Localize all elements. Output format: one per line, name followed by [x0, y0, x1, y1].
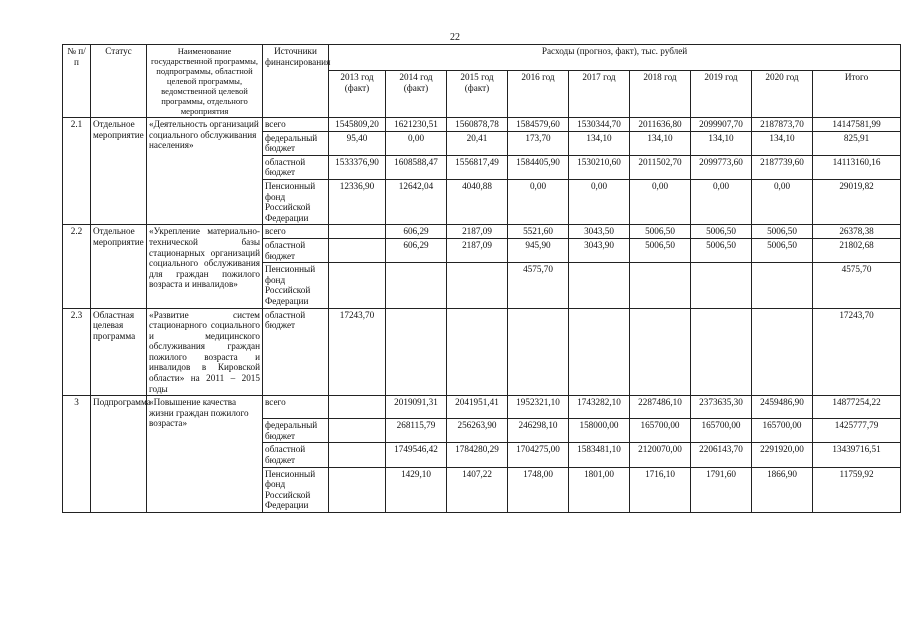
value-cell: 134,10 — [691, 131, 752, 155]
value-cell: 606,29 — [386, 225, 447, 239]
row-source: областной бюджет — [263, 443, 329, 467]
value-cell: 2373635,30 — [691, 396, 752, 419]
total-cell: 4575,70 — [813, 263, 901, 308]
value-cell: 12336,90 — [329, 179, 386, 224]
value-cell: 2187,09 — [447, 225, 508, 239]
value-cell: 134,10 — [630, 131, 691, 155]
value-cell: 1545809,20 — [329, 118, 386, 132]
total-cell: 14113160,16 — [813, 155, 901, 179]
row-source: федеральный бюджет — [263, 131, 329, 155]
value-cell: 134,10 — [752, 131, 813, 155]
value-cell — [386, 263, 447, 308]
value-cell: 2206143,70 — [691, 443, 752, 467]
value-cell: 5006,50 — [630, 238, 691, 262]
value-cell: 2011636,80 — [630, 118, 691, 132]
value-cell — [447, 308, 508, 396]
value-cell: 1583481,10 — [569, 443, 630, 467]
value-cell: 20,41 — [447, 131, 508, 155]
value-cell: 2187873,70 — [752, 118, 813, 132]
value-cell: 0,00 — [386, 131, 447, 155]
value-cell — [386, 308, 447, 396]
value-cell — [329, 263, 386, 308]
header-year: 2014 год (факт) — [386, 71, 447, 118]
row-name: «Укрепление материально-технической базы стационарных организаций социального обслуживания для граждан пожилого возраста и инвалидов» — [147, 225, 263, 308]
value-cell: 1584405,90 — [508, 155, 569, 179]
value-cell: 1429,10 — [386, 467, 447, 512]
table-row — [63, 396, 901, 419]
row-source: областной бюджет — [263, 155, 329, 179]
value-cell: 2187739,60 — [752, 155, 813, 179]
value-cell — [569, 263, 630, 308]
value-cell: 2120070,00 — [630, 443, 691, 467]
value-cell: 606,29 — [386, 238, 447, 262]
value-cell: 5006,50 — [691, 225, 752, 239]
header-num: № п/п — [63, 45, 91, 118]
row-status: Отдельное мероприятие — [91, 118, 147, 225]
row-source: всего — [263, 118, 329, 132]
header-total: Итого — [813, 71, 901, 118]
value-cell: 1704275,00 — [508, 443, 569, 467]
value-cell: 17243,70 — [329, 308, 386, 396]
value-cell: 2011502,70 — [630, 155, 691, 179]
value-cell — [691, 308, 752, 396]
value-cell — [329, 396, 386, 419]
row-source: федеральный бюджет — [263, 419, 329, 443]
value-cell: 134,10 — [569, 131, 630, 155]
value-cell: 1407,22 — [447, 467, 508, 512]
header-year: 2013 год (факт) — [329, 71, 386, 118]
value-cell: 945,90 — [508, 238, 569, 262]
total-cell: 14877254,22 — [813, 396, 901, 419]
value-cell — [569, 308, 630, 396]
row-source: областной бюджет — [263, 238, 329, 262]
table-row — [63, 225, 901, 239]
header-year: 2019 год — [691, 71, 752, 118]
value-cell — [752, 308, 813, 396]
value-cell: 1791,60 — [691, 467, 752, 512]
value-cell — [329, 225, 386, 239]
header-year: 2017 год — [569, 71, 630, 118]
value-cell: 12642,04 — [386, 179, 447, 224]
row-source: областной бюджет — [263, 308, 329, 396]
value-cell: 1584579,60 — [508, 118, 569, 132]
value-cell: 256263,90 — [447, 419, 508, 443]
value-cell: 1748,00 — [508, 467, 569, 512]
total-cell: 26378,38 — [813, 225, 901, 239]
value-cell: 5521,60 — [508, 225, 569, 239]
value-cell — [447, 263, 508, 308]
value-cell: 1560878,78 — [447, 118, 508, 132]
value-cell: 2291920,00 — [752, 443, 813, 467]
value-cell: 5006,50 — [630, 225, 691, 239]
value-cell — [630, 308, 691, 396]
value-cell — [508, 308, 569, 396]
total-cell: 14147581,99 — [813, 118, 901, 132]
value-cell: 1952321,10 — [508, 396, 569, 419]
value-cell: 158000,00 — [569, 419, 630, 443]
row-source: Пенсионный фонд Российской Федерации — [263, 263, 329, 308]
value-cell: 5006,50 — [752, 238, 813, 262]
value-cell: 0,00 — [508, 179, 569, 224]
row-num: 2.1 — [63, 118, 91, 225]
value-cell: 5006,50 — [752, 225, 813, 239]
row-num: 2.2 — [63, 225, 91, 308]
budget-table — [62, 44, 901, 513]
value-cell — [752, 263, 813, 308]
value-cell: 1533376,90 — [329, 155, 386, 179]
row-num: 2.3 — [63, 308, 91, 396]
row-source: Пенсионный фонд Российской Федерации — [263, 467, 329, 512]
value-cell: 3043,90 — [569, 238, 630, 262]
header-name: Наименование государственной программы, подпрограммы, областной целевой программы, ведомственной целевой программы, отдельного мероприятия — [147, 45, 263, 118]
row-name: «Деятельность организаций социального обслуживания населения» — [147, 118, 263, 225]
header-year: 2020 год — [752, 71, 813, 118]
header-year: 2016 год — [508, 71, 569, 118]
value-cell: 2099773,60 — [691, 155, 752, 179]
header-year: 2018 год — [630, 71, 691, 118]
row-status: Отдельное мероприятие — [91, 225, 147, 308]
header-expenses: Расходы (прогноз, факт), тыс. рублей — [329, 45, 901, 71]
header-source: Источники финансирования — [263, 45, 329, 118]
value-cell: 2041951,41 — [447, 396, 508, 419]
value-cell: 2099907,70 — [691, 118, 752, 132]
row-source: Пенсионный фонд Российской Федерации — [263, 179, 329, 224]
header-year: 2015 год (факт) — [447, 71, 508, 118]
header-status: Статус — [91, 45, 147, 118]
value-cell: 95,40 — [329, 131, 386, 155]
value-cell: 3043,50 — [569, 225, 630, 239]
table-row — [63, 118, 901, 132]
value-cell: 0,00 — [630, 179, 691, 224]
value-cell: 4040,88 — [447, 179, 508, 224]
table-row — [63, 308, 901, 396]
value-cell — [329, 419, 386, 443]
value-cell — [329, 467, 386, 512]
value-cell: 1556817,49 — [447, 155, 508, 179]
value-cell: 0,00 — [752, 179, 813, 224]
value-cell: 1716,10 — [630, 467, 691, 512]
total-cell: 13439716,51 — [813, 443, 901, 467]
row-source: всего — [263, 225, 329, 239]
value-cell: 5006,50 — [691, 238, 752, 262]
value-cell: 173,70 — [508, 131, 569, 155]
row-source: всего — [263, 396, 329, 419]
value-cell: 1801,00 — [569, 467, 630, 512]
value-cell — [329, 443, 386, 467]
value-cell: 1621230,51 — [386, 118, 447, 132]
total-cell: 17243,70 — [813, 308, 901, 396]
value-cell: 0,00 — [569, 179, 630, 224]
value-cell: 1608588,47 — [386, 155, 447, 179]
value-cell: 165700,00 — [691, 419, 752, 443]
value-cell: 1530210,60 — [569, 155, 630, 179]
row-name: «Развитие систем стационарного социального и медицинского обслуживания граждан пожилого возраста и инвалидов в Кировской области» на 2011 – 2015 годы — [147, 308, 263, 396]
value-cell: 246298,10 — [508, 419, 569, 443]
value-cell: 2187,09 — [447, 238, 508, 262]
value-cell: 1530344,70 — [569, 118, 630, 132]
row-status: Подпрограмма — [91, 396, 147, 513]
value-cell: 268115,79 — [386, 419, 447, 443]
value-cell — [329, 238, 386, 262]
value-cell: 1866,90 — [752, 467, 813, 512]
value-cell: 0,00 — [691, 179, 752, 224]
value-cell — [630, 263, 691, 308]
value-cell: 1784280,29 — [447, 443, 508, 467]
total-cell: 29019,82 — [813, 179, 901, 224]
total-cell: 825,91 — [813, 131, 901, 155]
row-num: 3 — [63, 396, 91, 513]
value-cell: 1749546,42 — [386, 443, 447, 467]
value-cell: 1743282,10 — [569, 396, 630, 419]
value-cell: 2459486,90 — [752, 396, 813, 419]
value-cell: 165700,00 — [752, 419, 813, 443]
total-cell: 1425777,79 — [813, 419, 901, 443]
value-cell: 165700,00 — [630, 419, 691, 443]
row-status: Областная целевая программа — [91, 308, 147, 396]
value-cell: 2287486,10 — [630, 396, 691, 419]
header-row — [63, 45, 901, 71]
value-cell: 2019091,31 — [386, 396, 447, 419]
total-cell: 11759,92 — [813, 467, 901, 512]
row-name: «Повышение качества жизни граждан пожилого возраста» — [147, 396, 263, 513]
page-number: 22 — [450, 32, 460, 43]
total-cell: 21802,68 — [813, 238, 901, 262]
value-cell — [691, 263, 752, 308]
value-cell: 4575,70 — [508, 263, 569, 308]
